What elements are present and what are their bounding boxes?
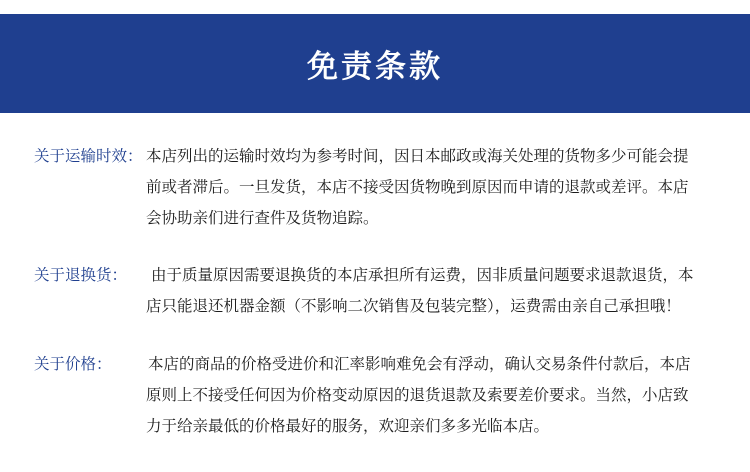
section-text-line: 力于给亲最低的价格最好的服务，欢迎亲们多多光临本店。 [146,417,550,435]
header-banner [0,14,750,113]
section-text-line: 本店列出的运输时效均为参考时间，因日本邮政或海关处理的货物多少可能会提 [146,147,689,165]
section-text-line: 原则上不接受任何因为价格变动原因的退货退款及索要差价要求。当然，小店致 [146,386,689,404]
section-text-line: 本店的商品的价格受进价和汇率影响难免会有浮动，确认交易条件付款后，本店 [148,355,691,373]
section-text-line: 会协助亲们进行查件及货物追踪。 [146,209,379,227]
section-text-line: 前或者滞后。一旦发货，本店不接受因货物晚到原因而申请的退款或差评。本店 [146,178,689,196]
section-text-line: 店只能退还机器金额（不影响二次销售及包装完整），运费需由亲自己承担哦！ [146,297,681,315]
page-title: 免责条款 [307,49,443,85]
section-label: 关于运输时效： [34,147,143,165]
section-label: 关于价格： [34,355,112,373]
section-text-line: 由于质量原因需要退换货的本店承担所有运费，因非质量问题要求退款退货，本 [151,266,694,284]
section-label: 关于退换货： [34,266,128,284]
